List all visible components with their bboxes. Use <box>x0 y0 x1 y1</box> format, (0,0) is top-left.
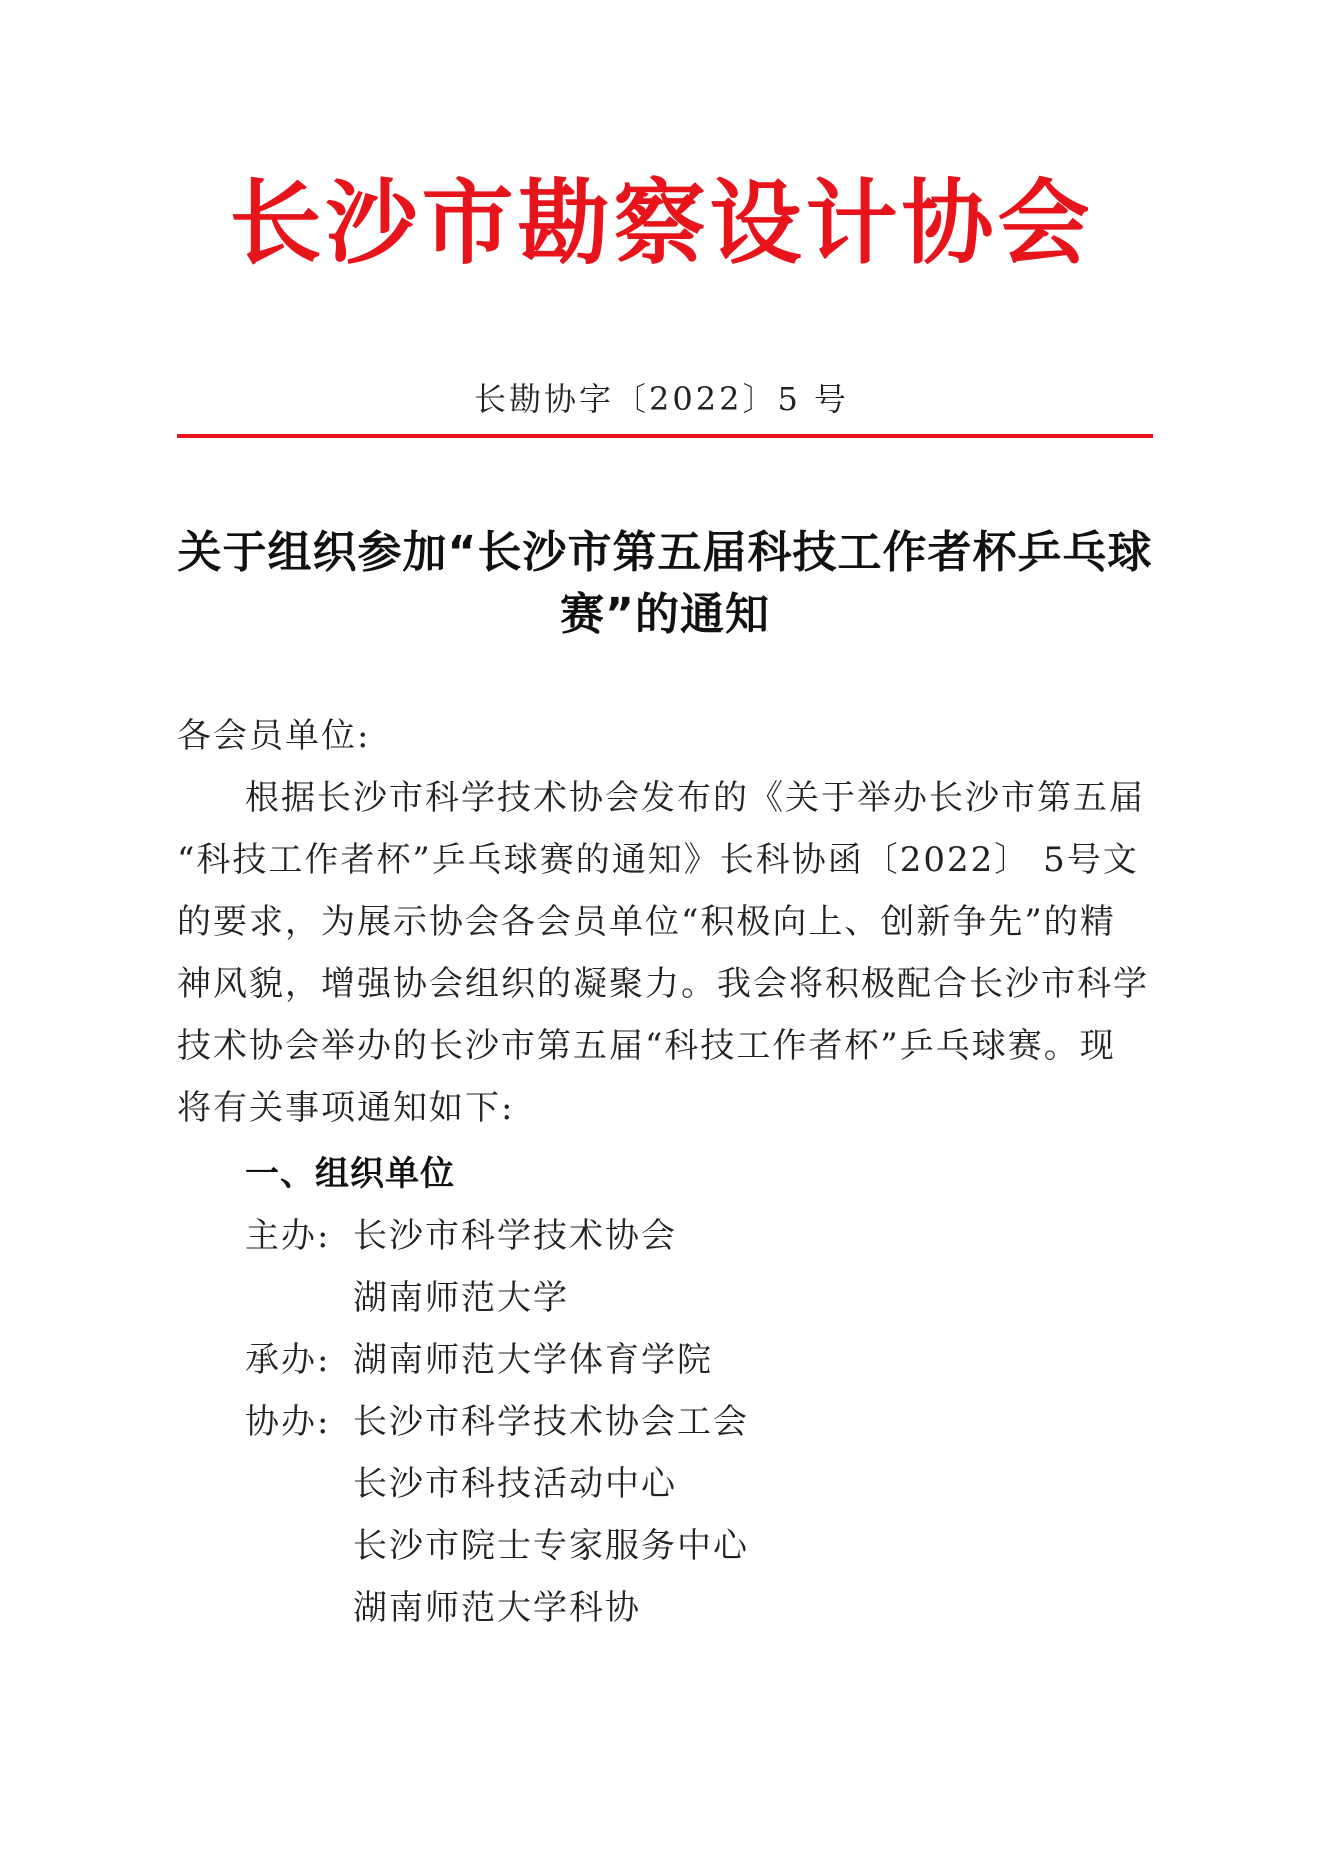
organizer-role: 承办: <box>245 1340 331 1380</box>
organizer-row <box>245 1391 749 1453</box>
paragraph-line: 的要求，为展示协会各会员单位“积极向上、创新争先”的精 <box>177 902 1116 942</box>
section-heading-organizers: 一、组织单位 <box>245 1154 455 1194</box>
organizer-row <box>245 1267 749 1329</box>
organization-letterhead: 长沙市勘察设计协会 <box>229 169 1094 277</box>
organizer-row <box>245 1453 749 1515</box>
organizer-row <box>245 1515 749 1577</box>
salutation: 各会员单位: <box>177 716 371 756</box>
organizer-role <box>245 1515 353 1577</box>
paragraph-line: 神风貌，增强协会组织的凝聚力。我会将积极配合长沙市科学 <box>177 964 1149 1004</box>
organizer-name: 长沙市科学技术协会工会 <box>353 1402 749 1442</box>
organizer-name: 长沙市科学技术协会 <box>353 1216 677 1256</box>
paragraph-line: 根据长沙市科学技术协会发布的《关于举办长沙市第五届 <box>245 778 1145 818</box>
body-paragraph <box>177 767 1157 1139</box>
paragraph-line: 将有关事项通知如下: <box>177 1088 515 1128</box>
organizer-name: 湖南师范大学 <box>353 1278 569 1318</box>
organizer-list <box>245 1205 749 1639</box>
organizer-name: 长沙市院士专家服务中心 <box>353 1526 749 1566</box>
organizer-role <box>245 1577 353 1639</box>
document-title <box>170 522 1160 646</box>
organizer-role <box>245 1453 353 1515</box>
organizer-name: 湖南师范大学科协 <box>353 1588 641 1628</box>
letterhead-divider <box>177 434 1153 438</box>
title-line-1: 关于组织参加“长沙市第五届科技工作者杯乒乓球 <box>177 527 1153 578</box>
organizer-name: 长沙市科技活动中心 <box>353 1464 677 1504</box>
organizer-row <box>245 1329 749 1391</box>
title-line-2: 赛”的通知 <box>560 589 770 640</box>
organizer-row <box>245 1577 749 1639</box>
organizer-role: 协办: <box>245 1402 331 1442</box>
organizer-role <box>245 1267 353 1329</box>
paragraph-line: 技术协会举办的长沙市第五届“科技工作者杯”乒乓球赛。现 <box>177 1026 1116 1066</box>
organizer-row <box>245 1205 749 1267</box>
organizer-name: 湖南师范大学体育学院 <box>353 1340 713 1380</box>
paragraph-line: “科技工作者杯”乒乓球赛的通知》长科协函〔2022〕 5号文 <box>177 840 1139 880</box>
organizer-role: 主办: <box>245 1216 331 1256</box>
document-number: 长勘协字〔2022〕5 号 <box>474 380 849 418</box>
